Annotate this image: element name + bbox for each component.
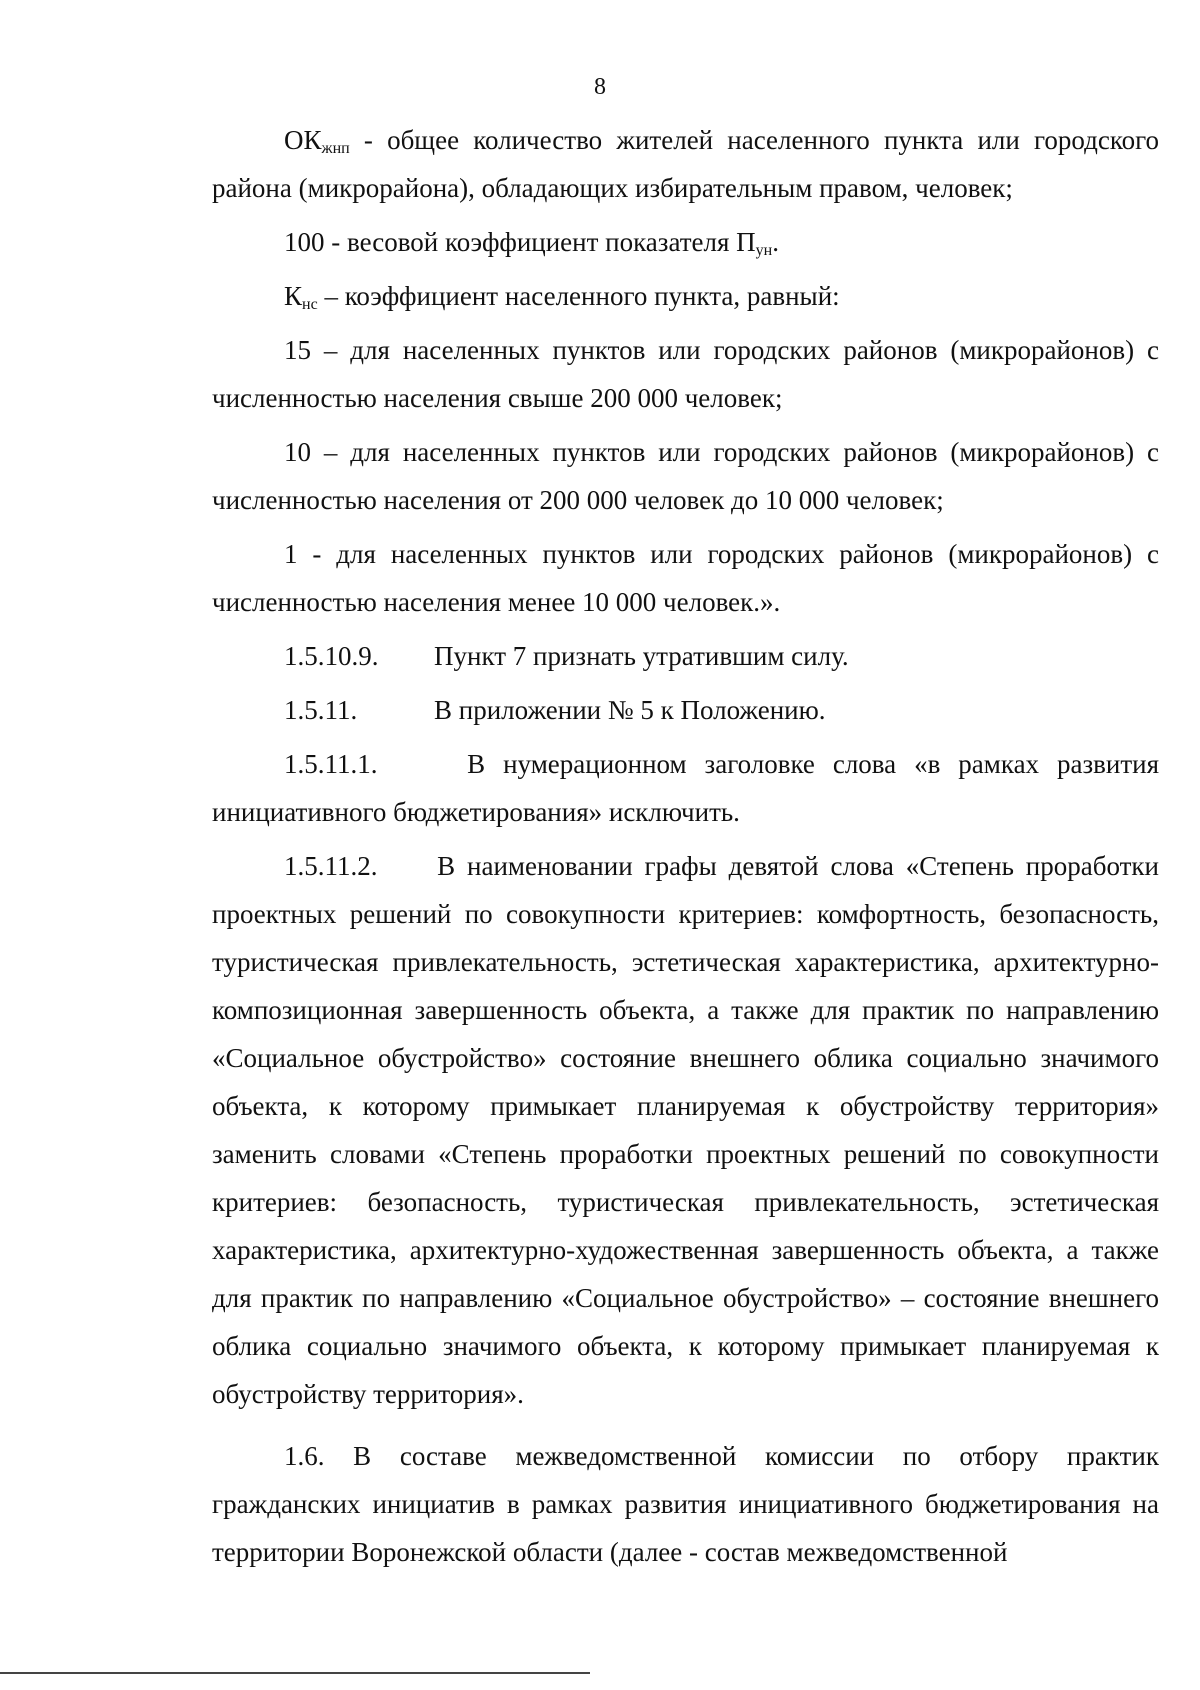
paragraph-1: 1 - для населенных пунктов или городских районов (микрорайонов) с численностью населения менее 10 000 человек.». xyxy=(212,539,1159,617)
paragraph-1-6: 1.6. В составе межведомственной комиссии по отбору практик гражданских инициатив в рамках развития инициативного бюджетирования на территории Воронежской области (далее - состав межведомственной xyxy=(212,1441,1159,1567)
paragraph-1-5-11-2: 1.5.11.2. В наименовании графы девятой слова «Степень проработки проектных решений по совокупности критериев: комфортность, безопасность, туристическая привлекательность, эстетическая характеристика, архитектурно-композиционная завершенность объекта, а также для практик по направлению «Социальное обустройство» состояние внешнего облика социально значимого объекта, к которому примыкает планируемая к обустройству территория» заменить словами «Степень проработки проектных решений по совокупности критериев: безопасность, туристическая привлекательность, эстетическая характеристика, архитектурно-художественная завершенность объекта, а также для практик по направлению «Социальное обустройство» – состояние внешнего облика социально значимого объекта, к которому примыкает планируемая к обустройству территория». xyxy=(212,851,1166,1409)
paragraph-15: 15 – для населенных пунктов или городских районов (микрорайонов) с численностью населения свыше 200 000 человек; xyxy=(212,335,1159,413)
paragraph-okzhnp: $ОК_{жнп}$ - общее количество жителей населенного пункта или городского района (микрорайона), обладающих избирательным правом, человек; xyxy=(212,125,1159,203)
item-1-5-10-9 xyxy=(212,632,1159,680)
paragraph-1-5-11-1: 1.5.11.1. В нумерационном заголовке слова «в рамках развития инициативного бюджетирования» исключить. xyxy=(212,749,1166,827)
document-body xyxy=(212,116,1166,1576)
item-text: В приложении № 5 к Положению. xyxy=(434,695,826,725)
paragraph-kns: $К_{нс}$ – коэффициент населенного пункта, равный: xyxy=(284,281,840,313)
item-number: 1.5.11. xyxy=(284,695,358,725)
paragraph-weight: 100 - весовой коэффициент показателя $П_{ун}$. xyxy=(284,227,779,259)
item-text: Пункт 7 признать утратившим силу. xyxy=(434,641,849,671)
paragraph-10: 10 – для населенных пунктов или городских районов (микрорайонов) с численностью населения от 200 000 человек до 10 000 человек; xyxy=(212,437,1159,515)
footer-rule xyxy=(0,1672,590,1674)
item-number: 1.5.10.9. xyxy=(284,641,379,671)
item-1-5-11 xyxy=(212,686,1159,734)
page-number: 8 xyxy=(594,74,606,100)
